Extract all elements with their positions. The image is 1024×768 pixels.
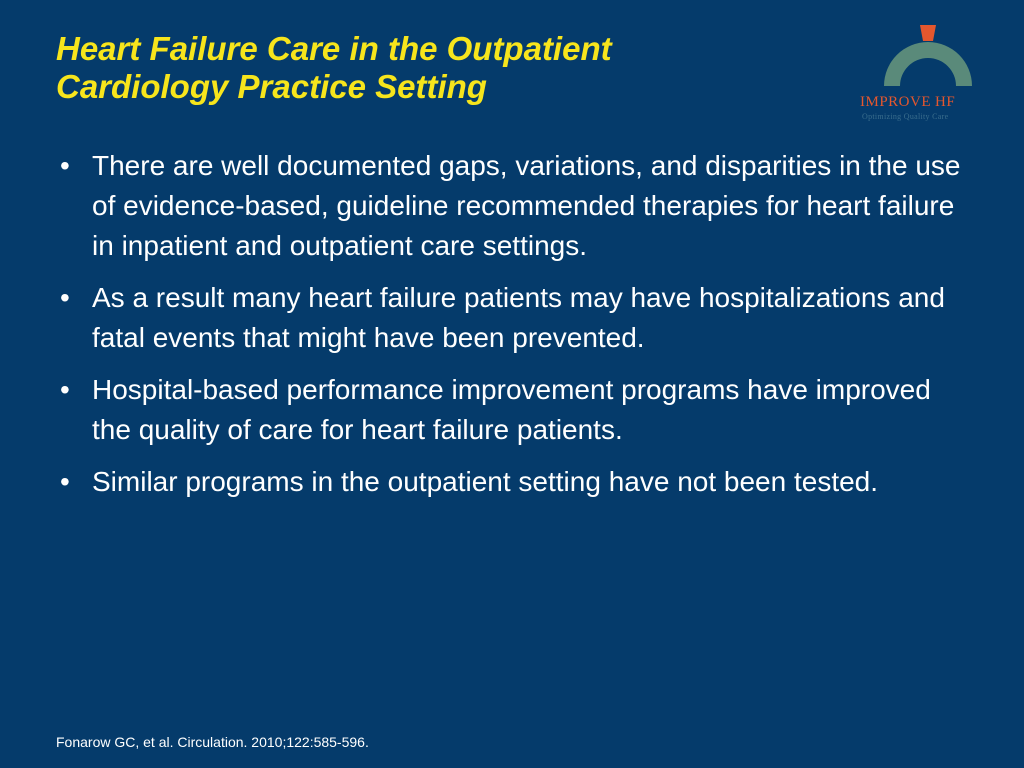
bullet-item bbox=[56, 462, 976, 502]
logo-word: IMPROVE bbox=[860, 94, 932, 110]
bullet-text: There are well documented gaps, variations, and disparities in the use of evidence-based, guideline recommended therapies for heart failure in inpatient and outpatient care settings. bbox=[92, 150, 961, 261]
logo-suffix: HF bbox=[935, 94, 956, 110]
improve-hf-logo-icon bbox=[878, 20, 978, 92]
bullet-text: Hospital-based performance improvement programs have improved the quality of care for heart failure patients. bbox=[92, 374, 931, 445]
bullet-dot-icon: • bbox=[60, 282, 70, 313]
bullet-dot-icon: • bbox=[60, 466, 70, 497]
slide-title-line-2: Cardiology Practice Setting bbox=[56, 68, 487, 105]
bullet-list bbox=[56, 146, 976, 514]
logo-tagline: Optimizing Quality Care bbox=[862, 112, 949, 121]
bullet-item bbox=[56, 146, 976, 266]
improve-hf-logo bbox=[852, 20, 1002, 130]
bullet-item bbox=[56, 278, 976, 358]
logo-wordmark bbox=[860, 94, 1002, 111]
slide-title-line-1: Heart Failure Care in the Outpatient bbox=[56, 30, 612, 67]
bullet-text: As a result many heart failure patients may have hospitalizations and fatal events that might have been prevented. bbox=[92, 282, 945, 353]
bullet-text: Similar programs in the outpatient setting have not been tested. bbox=[92, 466, 879, 497]
bullet-dot-icon: • bbox=[60, 150, 70, 181]
citation-footnote: Fonarow GC, et al. Circulation. 2010;122:585-596. bbox=[56, 734, 369, 750]
bullet-item bbox=[56, 370, 976, 450]
slide-title bbox=[56, 30, 816, 106]
bullet-dot-icon: • bbox=[60, 374, 70, 405]
